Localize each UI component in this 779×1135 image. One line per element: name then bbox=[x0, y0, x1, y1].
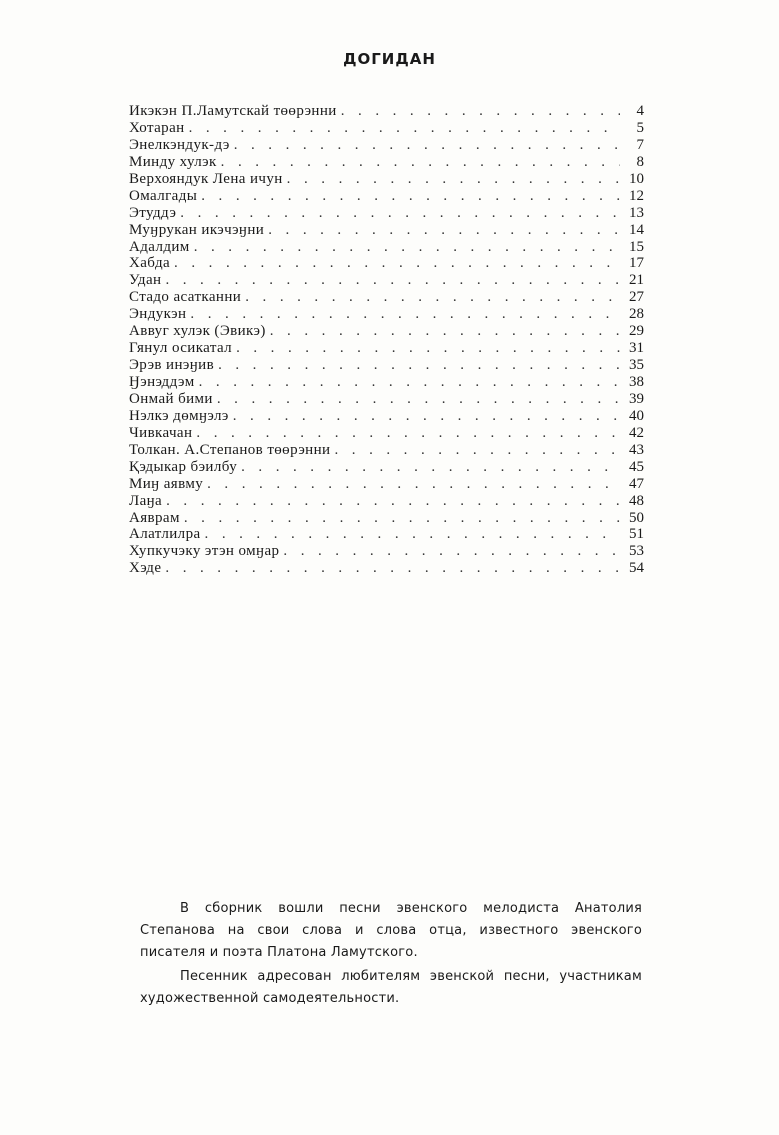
dot-leader bbox=[189, 120, 620, 137]
dot-leader bbox=[205, 526, 620, 543]
dot-leader bbox=[190, 306, 620, 323]
toc-entry-title: Верхояндук Лена ичун bbox=[129, 170, 283, 187]
dot-leader bbox=[184, 510, 620, 527]
dot-leader bbox=[268, 222, 620, 239]
toc-entry-title: Этуддэ bbox=[129, 204, 177, 221]
dot-leader bbox=[194, 239, 620, 256]
toc-entry-page-number: 17 bbox=[629, 255, 644, 272]
toc-entry-page-number: 12 bbox=[629, 187, 644, 204]
toc-entry-title: Гянул осикатал bbox=[129, 340, 233, 357]
toc-entry-page-number: 28 bbox=[629, 306, 644, 323]
toc-entry-title: Ӈэнэддэм bbox=[129, 374, 195, 390]
table-of-contents bbox=[129, 103, 644, 577]
toc-entry-title: Миӈ аявму bbox=[129, 475, 204, 492]
toc-entry bbox=[129, 289, 644, 306]
dot-leader bbox=[196, 425, 620, 442]
toc-entry-page-number: 51 bbox=[629, 526, 644, 543]
toc-entry bbox=[129, 103, 644, 120]
toc-entry-title: Нэлкэ дөмӈэлэ bbox=[129, 407, 229, 424]
toc-entry-title: Толкан. А.Степанов төөрэнни bbox=[129, 441, 331, 458]
toc-entry bbox=[129, 340, 644, 357]
toc-entry-title: Қэдыкар бэилбу bbox=[129, 458, 238, 475]
toc-entry-title: Муӈрукан икэчэӈни bbox=[129, 221, 265, 238]
toc-entry-title: Энелкэндук-дэ bbox=[129, 136, 230, 153]
toc-entry-page-number: 40 bbox=[629, 407, 644, 424]
toc-entry-page-number: 47 bbox=[629, 475, 644, 492]
toc-entry-page-number: 29 bbox=[629, 323, 644, 340]
dot-leader bbox=[166, 493, 620, 510]
toc-entry bbox=[129, 493, 644, 510]
toc-entry-page-number: 8 bbox=[636, 153, 644, 170]
toc-entry bbox=[129, 272, 644, 289]
toc-entry-title: Аввуг хулэк (Эвикэ) bbox=[129, 323, 266, 340]
dot-leader bbox=[233, 408, 620, 425]
toc-entry-page-number: 38 bbox=[629, 374, 644, 390]
dot-leader bbox=[236, 340, 620, 357]
toc-entry bbox=[129, 188, 644, 205]
toc-entry-title: Эндукэн bbox=[129, 306, 187, 323]
dot-leader bbox=[221, 154, 620, 171]
dot-leader bbox=[341, 103, 620, 120]
toc-entry-title: Икэкэн П.Ламутскай төөрэнни bbox=[129, 103, 337, 119]
page-title: ДОГИДАН bbox=[343, 50, 436, 68]
toc-entry-page-number: 50 bbox=[629, 509, 644, 526]
toc-entry bbox=[129, 222, 644, 239]
toc-entry-page-number: 35 bbox=[629, 357, 644, 374]
dot-leader bbox=[207, 476, 620, 493]
toc-entry-title: Онмай бими bbox=[129, 390, 213, 407]
toc-entry bbox=[129, 323, 644, 340]
toc-entry-title: Чивкачан bbox=[129, 424, 193, 441]
toc-entry-page-number: 53 bbox=[629, 543, 644, 560]
toc-entry-page-number: 54 bbox=[629, 560, 644, 577]
toc-entry bbox=[129, 391, 644, 408]
dot-leader bbox=[245, 289, 620, 306]
toc-entry bbox=[129, 526, 644, 543]
dot-leader bbox=[283, 543, 620, 560]
dot-leader bbox=[165, 272, 620, 289]
dot-leader bbox=[201, 188, 620, 205]
toc-entry bbox=[129, 120, 644, 137]
dot-leader bbox=[234, 137, 620, 154]
toc-entry-page-number: 4 bbox=[636, 103, 644, 119]
dot-leader bbox=[174, 255, 620, 272]
dot-leader bbox=[199, 374, 620, 391]
dot-leader bbox=[217, 391, 620, 408]
toc-entry bbox=[129, 137, 644, 154]
toc-entry-title: Стадо асатканни bbox=[129, 289, 242, 306]
toc-entry bbox=[129, 408, 644, 425]
toc-entry bbox=[129, 425, 644, 442]
toc-entry-page-number: 13 bbox=[629, 204, 644, 221]
toc-entry-title: Минду хулэк bbox=[129, 153, 217, 170]
toc-entry-page-number: 43 bbox=[629, 441, 644, 458]
toc-entry-page-number: 45 bbox=[629, 458, 644, 475]
toc-entry bbox=[129, 306, 644, 323]
toc-entry-title: Омалгады bbox=[129, 187, 198, 204]
toc-entry bbox=[129, 442, 644, 459]
annotation bbox=[140, 898, 642, 1010]
toc-entry-title: Аяврам bbox=[129, 509, 180, 526]
dot-leader bbox=[241, 459, 620, 476]
toc-entry bbox=[129, 510, 644, 527]
toc-entry-page-number: 15 bbox=[629, 238, 644, 255]
annotation-paragraph: В сборник вошли песни эвенского мелодиста Анатолия Степанова на свои слова и слова отца, известного эвенского писателя и поэта Платона Ламутского. bbox=[140, 901, 642, 960]
annotation-paragraph: Песенник адресован любителям эвенской песни, участникам художественной самодеятельности. bbox=[140, 969, 642, 1006]
toc-entry-title: Адалдим bbox=[129, 238, 190, 255]
toc-entry bbox=[129, 154, 644, 171]
toc-entry-page-number: 27 bbox=[629, 289, 644, 306]
toc-entry bbox=[129, 171, 644, 188]
toc-entry-title: Лаӈа bbox=[129, 492, 163, 509]
toc-entry-page-number: 31 bbox=[629, 340, 644, 357]
toc-entry bbox=[129, 560, 644, 577]
toc-entry bbox=[129, 239, 644, 256]
toc-entry bbox=[129, 357, 644, 374]
toc-entry bbox=[129, 459, 644, 476]
toc-entry bbox=[129, 205, 644, 222]
toc-entry-title: Удан bbox=[129, 272, 162, 289]
dot-leader bbox=[287, 171, 620, 188]
toc-entry-page-number: 42 bbox=[629, 424, 644, 441]
toc-entry-title: Эрэв инэӈив bbox=[129, 357, 215, 374]
toc-entry bbox=[129, 374, 644, 391]
toc-entry-page-number: 39 bbox=[629, 390, 644, 407]
toc-entry-title: Хотаран bbox=[129, 119, 185, 136]
toc-entry bbox=[129, 543, 644, 560]
dot-leader bbox=[270, 323, 620, 340]
dot-leader bbox=[180, 205, 620, 222]
toc-entry-page-number: 5 bbox=[636, 119, 644, 136]
toc-entry-title: Хупкучэку этэн омӈар bbox=[129, 543, 280, 560]
toc-entry-page-number: 10 bbox=[629, 170, 644, 187]
dot-leader bbox=[218, 357, 620, 374]
toc-entry bbox=[129, 255, 644, 272]
toc-entry-page-number: 14 bbox=[629, 221, 644, 238]
dot-leader bbox=[165, 560, 620, 577]
toc-entry-title: Алатлилра bbox=[129, 526, 201, 543]
toc-entry bbox=[129, 476, 644, 493]
toc-entry-page-number: 48 bbox=[629, 492, 644, 509]
toc-entry-title: Хэде bbox=[129, 560, 162, 577]
toc-entry-page-number: 21 bbox=[629, 272, 644, 289]
toc-entry-page-number: 7 bbox=[636, 136, 644, 153]
dot-leader bbox=[334, 442, 620, 459]
toc-entry-title: Хабда bbox=[129, 255, 171, 272]
